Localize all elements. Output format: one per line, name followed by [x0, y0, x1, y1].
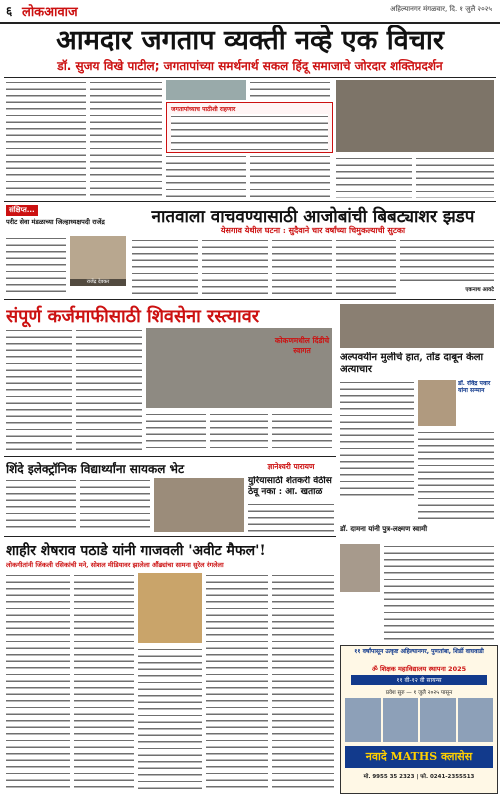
- ad-line3: ११ वी-१२ वी सायन्स: [351, 675, 487, 685]
- story2-column-3: [272, 238, 332, 296]
- lead-subhead: डॉ. सुजय विखे पाटील; जगतापांच्या समर्थनार्थ सकल हिंदू समाजाचे जोरदार शक्तिप्रदर्शन: [57, 59, 443, 73]
- lead-column-2: [90, 80, 162, 198]
- story3-column-3: [146, 412, 206, 452]
- story4-side-photo: [418, 380, 456, 426]
- story8-column-3: [138, 647, 202, 791]
- page-number: ६: [6, 4, 13, 18]
- lead-headline: आमदार जगताप व्यक्ती नव्हे एक विचार: [56, 25, 444, 56]
- ad-line1: ११ वर्षांपासून उत्कृष्ट अहिल्यानगर, पुणतांबा, शिर्डी वाघवाडी: [354, 648, 484, 655]
- ad-photos: [345, 698, 493, 742]
- story3-column-2: [76, 328, 142, 452]
- story8-headline: शाहीर शेषराव पठाडे यांनी गाजवली 'अवीट मैफल'!: [6, 543, 266, 559]
- obituary-title: डॉ. दामना यांनी पुत्र-लक्ष्मण स्वामी: [340, 524, 428, 533]
- quote-body: [171, 114, 328, 150]
- story6-photo: [154, 478, 244, 532]
- divider: [4, 77, 496, 78]
- ad-line4: प्रवेश सुरु — १ जुलै २०२५ पासून: [385, 690, 453, 696]
- divider: [4, 536, 336, 537]
- ad-photo: [345, 698, 381, 742]
- story2-headline: नातवाला वाचवण्यासाठी आजोबांची बिबट्याशर झडप: [151, 207, 475, 227]
- story8-column-5: [272, 573, 334, 791]
- quote-title: जगतापांच्याच पाठीशी राहणार: [171, 106, 236, 113]
- lead-column-5: [336, 156, 412, 198]
- story2-column-1: [132, 238, 198, 296]
- ad-photo: [420, 698, 456, 742]
- story7-headline: युरियासाठी शेतकरी वेठीस ठेवू नका : आ. खताळ: [248, 476, 332, 497]
- ad-brand: नवादे MATHS क्लासेस: [345, 746, 493, 768]
- story6-headline: शिंदे इलेक्ट्रॉनिक विद्यार्थ्यांना सायकल भेट: [6, 462, 184, 476]
- story2-column-2: [202, 238, 268, 296]
- lead-quote-box: [166, 102, 333, 153]
- brief-body: [6, 236, 66, 294]
- story4-side-name: डॉ. रविंद्र पवार यांना सन्मान: [458, 380, 491, 394]
- lead-column-3: [166, 154, 246, 198]
- story4-photo: [340, 304, 494, 348]
- story2-byline: एकनाथ आवटे: [465, 287, 494, 293]
- paper-name: लोकआवाज: [22, 5, 78, 20]
- ad-photo: [383, 698, 419, 742]
- story8-column-2: [74, 573, 134, 791]
- story3-headline: संपूर्ण कर्जमाफीसाठी शिवसेना रस्त्यावर: [6, 306, 260, 327]
- brief-title: परीट सेवा मंडळाच्या जिल्हाध्यक्षपदी राजेंद्र: [6, 218, 105, 226]
- lead-photo-strip: [166, 80, 246, 100]
- story5-title: कोकणमधील दिंडीचे स्वागत: [274, 336, 330, 355]
- divider: [4, 201, 496, 202]
- lead-photo: [336, 80, 494, 152]
- divider: [4, 299, 496, 300]
- advertisement: [340, 645, 498, 794]
- story8-column-1: [6, 573, 70, 791]
- obituary-body: [384, 544, 494, 640]
- lead-column-4: [250, 154, 330, 198]
- story2-column-5: [400, 238, 494, 282]
- story6-column-1: [6, 478, 76, 532]
- story4-column-2: [418, 430, 494, 520]
- obituary-photo: [340, 544, 380, 592]
- ad-phone: मो. 9955 35 2323 | फो. 0241-2355513: [363, 774, 475, 780]
- story8-photo: [138, 573, 202, 643]
- brief-photo-caption: राजेंद्र देवकर: [70, 279, 126, 286]
- story3-column-4: [210, 412, 268, 452]
- story8-column-4: [206, 573, 268, 791]
- story4-column-1: [340, 380, 414, 500]
- story2-column-4: [336, 238, 396, 296]
- brief-photo: [70, 236, 126, 286]
- lead-column-3a: [250, 80, 330, 100]
- story4-headline: अल्पवयीन मुलीचे हात, तोंड दाबून केला अत्याचार: [340, 352, 484, 375]
- story7-title: ज्ञानेश्वरी पारायण: [267, 462, 315, 471]
- ad-photo: [458, 698, 494, 742]
- brief-kicker: संक्षिप्त...: [6, 205, 38, 216]
- divider: [4, 456, 336, 457]
- lead-column-6: [416, 156, 494, 198]
- masthead: [0, 0, 500, 24]
- story7-body: [248, 502, 334, 532]
- dateline: अहिल्यानगर मंगळवार, दि. १ जुलै २०२५: [390, 5, 492, 13]
- story6-column-2: [80, 478, 150, 532]
- lead-column-1: [6, 80, 86, 198]
- story8-subhead: लोकगीतांनी जिंकली रसिकांची मने, सोशल मीडियावर झालेला औंढ्यांचा सामना सुरेल रंगलेला: [6, 561, 224, 569]
- story3-column-5: [272, 412, 332, 452]
- story2-subhead: येसगाव येथील घटना : सुदैवाने चार वर्षांच्या चिमुकल्याची सुटका: [220, 225, 406, 235]
- ad-line2: ॐ शिक्षक महाविद्यालय स्थापना 2025: [371, 665, 467, 673]
- story3-column-1: [6, 328, 72, 452]
